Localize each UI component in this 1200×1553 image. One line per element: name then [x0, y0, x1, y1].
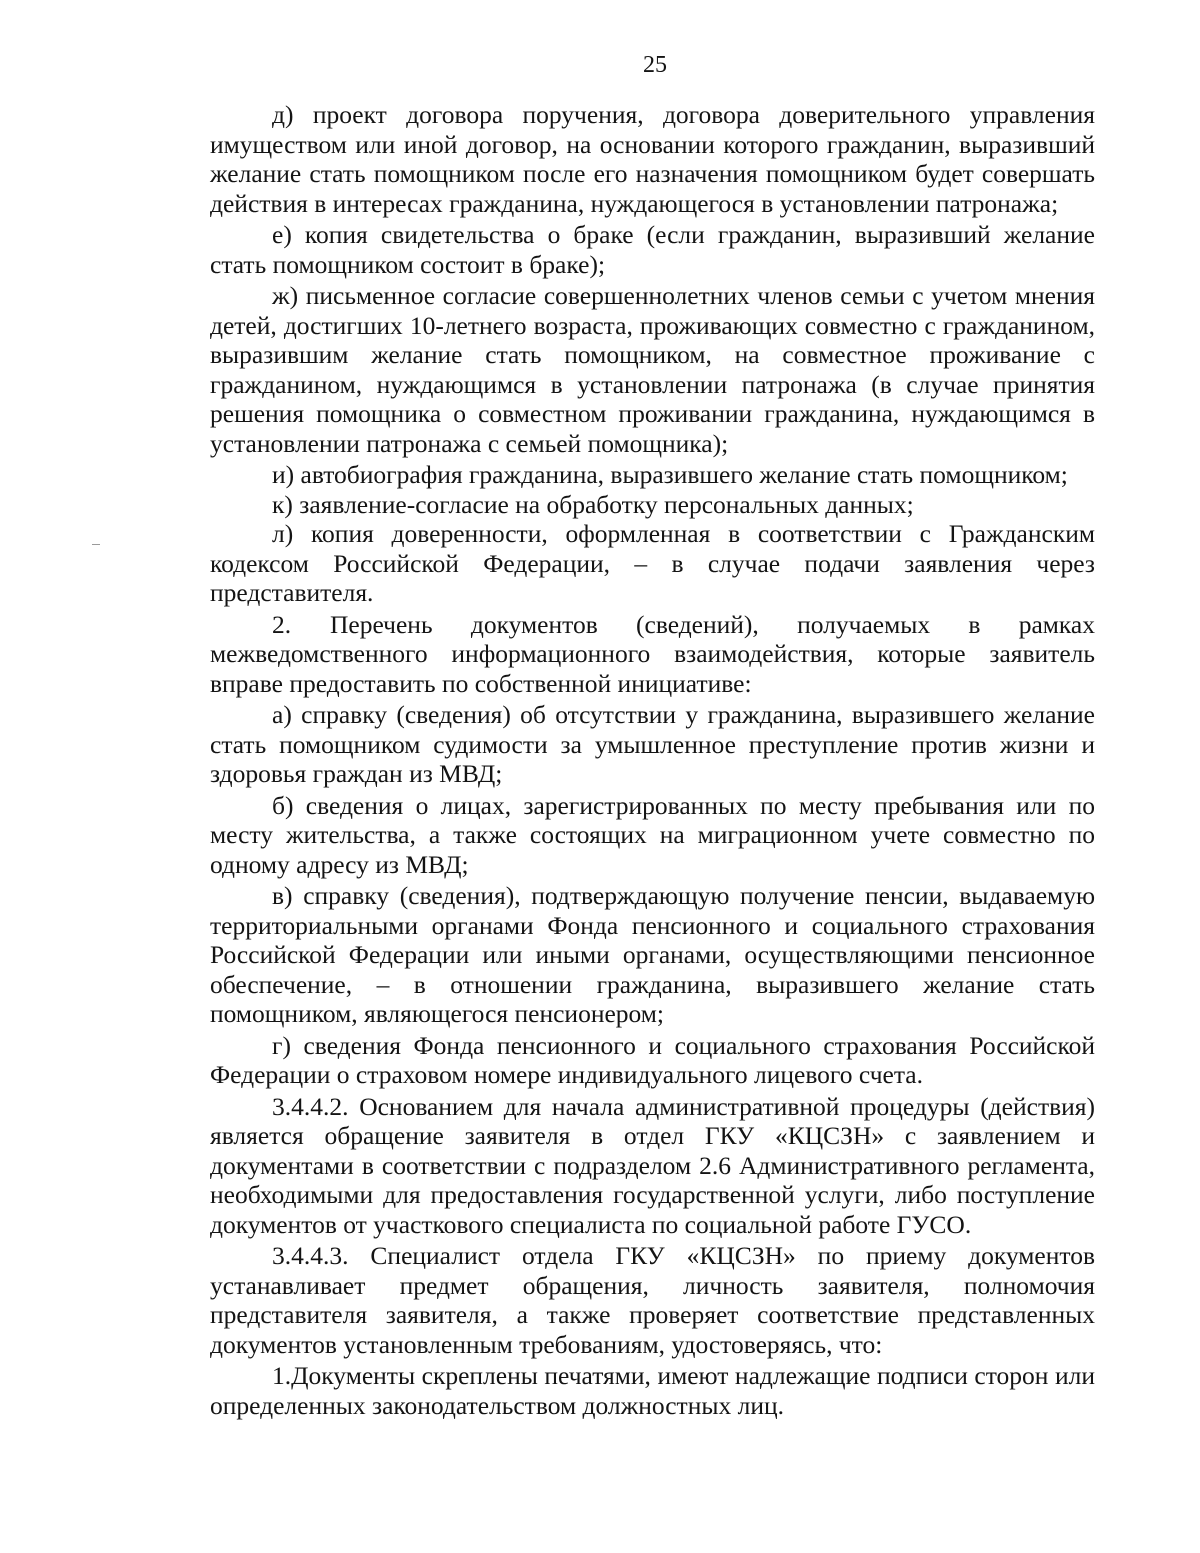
paragraph-a: а) справку (сведения) об отсутствии у гражданина, выразившего желание стать помощником судимости за умышленное преступление против жизни и здоровья граждан из МВД;	[210, 700, 1095, 788]
numbered-item-2	[210, 610, 1095, 699]
paragraph-d: д) проект договора поручения, договора доверительного управления имуществом или иной договор, на основании которого гражданин, выразивший желание стать помощником после его назначения помощником будет совершать действия в интересах гражданина, нуждающегося в установлении патронажа;	[210, 100, 1095, 218]
paragraph-i: и) автобиография гражданина, выразившего желание стать помощником;	[272, 460, 1068, 489]
margin-mark	[92, 544, 100, 545]
page-number: 25	[643, 52, 667, 78]
paragraph-e: е) копия свидетельства о браке (если гражданин, выразивший желание стать помощником состоит в браке);	[210, 220, 1095, 279]
numbered-item-text: Перечень документов (сведений), получаемых в рамках межведомственного информационного взаимодействия, которые заявитель вправе предоставить по собственной инициативе:	[210, 609, 1095, 698]
paragraph-b: б) сведения о лицах, зарегистрированных по месту пребывания или по месту жительства, а также состоящих на миграционном учете совместно по одному адресу из МВД;	[210, 790, 1095, 879]
paragraph-l: л) копия доверенности, оформленная в соответствии с Гражданским кодексом Российской Федерации, – в случае подачи заявления через представителя.	[210, 519, 1095, 607]
numbered-item-label: 2.	[272, 609, 292, 639]
paragraph-v: в) справку (сведения), подтверждающую получение пенсии, выдаваемую территориальными органами Фонда пенсионного и социального страхования Российской Федерации или иными органами, осуществляющими пенсионное обеспечение, – в отношении гражданина, выразившего желание стать помощником, являющегося пенсионером;	[210, 881, 1095, 1028]
paragraph-3-4-4-2: 3.4.4.2. Основанием для начала административной процедуры (действия) является обращение заявителя в отдел ГКУ «КЦСЗН» с заявлением и документами в соответствии с подразделом 2.6 Административного регламента, необходимыми для предоставления государственной услуги, либо поступление документов от участкового специалиста по социальной работе ГУСО.	[210, 1091, 1095, 1239]
paragraph-item-1: 1.Документы скреплены печатями, имеют надлежащие подписи сторон или определенных законодательством должностных лиц.	[210, 1361, 1095, 1420]
paragraph-zh: ж) письменное согласие совершеннолетних членов семьи с учетом мнения детей, достигших 10-летнего возраста, проживающих совместно с гражданином, выразившим желание стать помощником, на совместное проживание с гражданином, нуждающимся в установлении патронажа (в случае принятия решения помощника о совместном проживании гражданина, нуждающимся в установлении патронажа с семьей помощника);	[210, 281, 1095, 458]
paragraph-g: г) сведения Фонда пенсионного и социального страхования Российской Федерации о страховом номере индивидуального лицевого счета.	[210, 1030, 1095, 1089]
paragraph-k: к) заявление-согласие на обработку персональных данных;	[272, 489, 914, 519]
paragraph-3-4-4-3: 3.4.4.3. Специалист отдела ГКУ «КЦСЗН» по приему документов устанавливает предмет обращения, личность заявителя, полномочия представителя заявителя, а также проверяет соответствие представленных документов установленным требованиям, удостоверяясь, что:	[210, 1241, 1095, 1359]
document-body	[210, 100, 1095, 1422]
